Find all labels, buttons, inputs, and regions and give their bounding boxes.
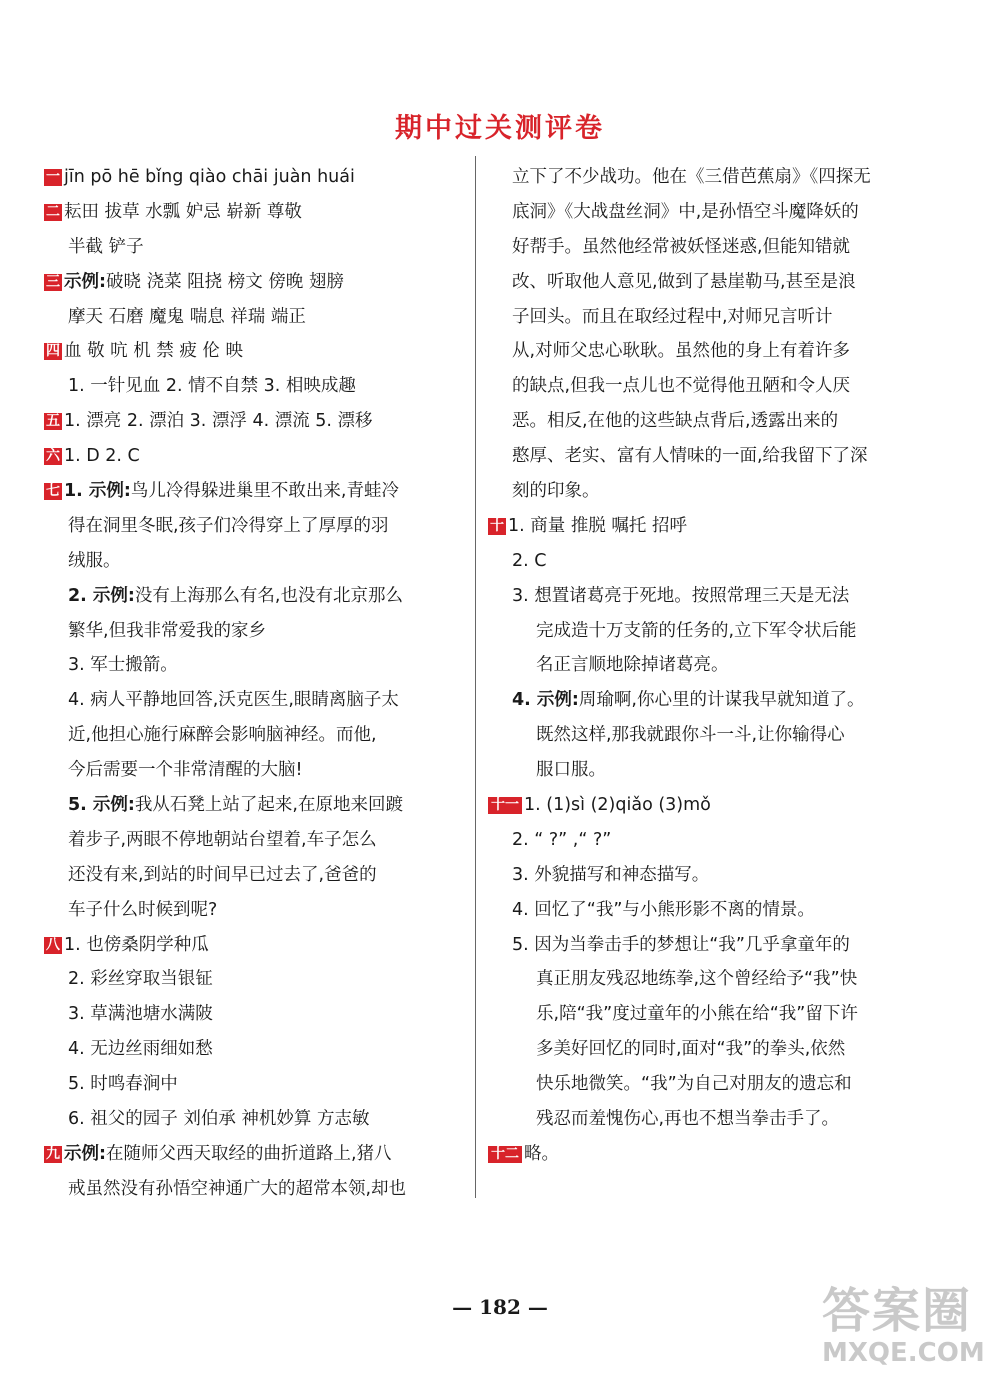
answer-text: 5. 时鸣春涧中 (68, 1074, 178, 1095)
answer-line (488, 1137, 918, 1172)
answer-text: 改、听取他人意见,做到了悬崖勒马,甚至是浪 (512, 271, 856, 292)
answer-text: 4. 回忆了“我”与小熊形影不离的情景。 (512, 899, 815, 920)
example-label: 5. 示例: (68, 795, 135, 816)
answer-line (488, 195, 918, 230)
example-label: 示例: (64, 1143, 106, 1164)
answer-line (44, 1102, 466, 1137)
answer-line (44, 160, 466, 195)
section-marker: 四 (46, 343, 60, 360)
answer-text: 破晓 浇菜 阻挠 榜文 傍晚 翅膀 (106, 271, 344, 292)
answer-text: 3. 外貌描写和神态描写。 (512, 864, 710, 885)
section-marker: 十一 (488, 797, 522, 814)
answer-line (488, 614, 918, 649)
answer-text: jīn pō hē bǐng qiào chāi juàn huái (64, 167, 355, 187)
answer-line (488, 823, 918, 858)
answer-text: 6. 祖父的园子 刘伯承 神机妙算 方志敏 (68, 1109, 370, 1130)
answer-line (488, 404, 918, 439)
answer-line (44, 718, 466, 753)
answer-line (44, 997, 466, 1032)
answer-line (44, 753, 466, 788)
answer-line (44, 404, 466, 439)
answer-text: 服口服。 (536, 760, 606, 781)
answer-text: 多美好回忆的同时,面对“我”的拳头,依然 (536, 1039, 846, 1060)
answer-text: 繁华,但我非常爱我的家乡 (68, 620, 267, 641)
answer-line (44, 1032, 466, 1067)
answer-text: 略。 (524, 1143, 559, 1164)
answer-line (44, 544, 466, 579)
answer-text: 1. 商量 推脱 嘱托 招呼 (508, 515, 687, 536)
answer-text: 1. (1)sì (2)qiǎo (3)mǒ (524, 795, 711, 816)
answer-text: 1. 一针见血 2. 情不自禁 3. 相映成趣 (68, 376, 356, 397)
answer-line (44, 509, 466, 544)
answer-text: 4. 无边丝雨细如愁 (68, 1039, 213, 1060)
answer-text: 血 敬 吭 机 禁 疲 伦 映 (64, 341, 243, 362)
answer-line (488, 544, 918, 579)
answer-text: 在随师父西天取经的曲折道路上,猪八 (106, 1143, 392, 1164)
answer-text: 3. 想置诸葛亮于死地。按照常理三天是无法 (512, 585, 850, 606)
answer-line (488, 160, 918, 195)
answer-line (488, 230, 918, 265)
answer-line (488, 474, 918, 509)
section-marker: 九 (46, 1145, 60, 1162)
answer-text: 3. 草满池塘水满陂 (68, 1004, 213, 1025)
answer-line (44, 474, 466, 509)
answer-text: 1. D 2. C (64, 446, 140, 467)
answer-text: 1. 漂亮 2. 漂泊 3. 漂浮 4. 漂流 5. 漂移 (64, 411, 373, 432)
answer-line (488, 753, 918, 788)
answer-text: 摩天 石磨 魔鬼 喘息 祥瑞 端正 (68, 306, 306, 327)
answer-line (44, 648, 466, 683)
answer-text: 2. “ ?” ,“ ?” (512, 829, 612, 850)
answer-line (44, 1172, 466, 1207)
answer-text: 2. 彩丝穿取当银钲 (68, 969, 213, 990)
answer-text: 近,他担心施行麻醉会影响脑神经。而他, (68, 725, 377, 746)
section-marker: 八 (46, 936, 60, 953)
section-marker: 五 (46, 413, 60, 430)
right-column (488, 160, 918, 1172)
answer-line (44, 1137, 466, 1172)
answer-line (488, 509, 918, 544)
answer-text: 3. 军士搬箭。 (68, 655, 178, 676)
page-title: 期中过关测评卷 (395, 113, 605, 144)
section-marker: 三 (46, 273, 60, 290)
answer-line (44, 334, 466, 369)
answer-text: 绒服。 (68, 550, 121, 571)
answer-line (44, 439, 466, 474)
answer-text: 憨厚、老实、富有人情味的一面,给我留下了深 (512, 446, 868, 467)
answer-line (488, 1102, 918, 1137)
answer-line (488, 579, 918, 614)
answer-line (488, 683, 918, 718)
answer-line (44, 858, 466, 893)
section-marker: 六 (46, 448, 60, 465)
answer-text: 刻的印象。 (512, 481, 600, 502)
answer-line (488, 962, 918, 997)
answer-line (488, 858, 918, 893)
answer-text: 从,对师父忠心耿耿。虽然他的身上有着许多 (512, 341, 851, 362)
answer-line (44, 265, 466, 300)
answer-line (44, 962, 466, 997)
answer-text: 周瑜啊,你心里的计谋我早就知道了。 (578, 690, 865, 711)
answer-text: 得在洞里冬眠,孩子们冷得穿上了厚厚的羽 (68, 515, 389, 536)
watermark-text-en: MXQE.COM (822, 1338, 985, 1368)
section-marker: 十 (490, 517, 504, 534)
example-label: 示例: (64, 271, 106, 292)
answer-line (44, 369, 466, 404)
answer-line (44, 300, 466, 335)
answer-line (488, 997, 918, 1032)
answer-text: 5. 因为当拳击手的梦想让“我”几乎拿童年的 (512, 934, 850, 955)
answer-line (44, 928, 466, 963)
answer-line (44, 683, 466, 718)
answer-text: 半截 铲子 (68, 236, 144, 257)
answer-line (44, 823, 466, 858)
answer-line (488, 1067, 918, 1102)
answer-text: 乐,陪“我”度过童年的小熊在给“我”留下许 (536, 1004, 858, 1025)
answer-text: 恶。相反,在他的这些缺点背后,透露出来的 (512, 411, 839, 432)
answer-line (44, 230, 466, 265)
answer-line (488, 648, 918, 683)
answer-text: 名正言顺地除掉诸葛亮。 (536, 655, 729, 676)
answer-line (44, 614, 466, 649)
watermark-text-cn: 答案圈 (822, 1283, 973, 1339)
answer-line (488, 893, 918, 928)
answer-text: 立下了不少战功。他在《三借芭蕉扇》《四探无 (512, 167, 871, 187)
example-label: 1. 示例: (64, 481, 131, 502)
answer-line (488, 928, 918, 963)
answer-line (44, 788, 466, 823)
answer-text: 1. 也傍桑阴学种瓜 (64, 934, 209, 955)
example-label: 2. 示例: (68, 585, 135, 606)
answer-line (44, 1067, 466, 1102)
answer-text: 快乐地微笑。“我”为自己对朋友的遗忘和 (536, 1074, 852, 1095)
answer-text: 鸟儿冷得躲进巢里不敢出来,青蛙冷 (130, 481, 399, 502)
answer-line (488, 334, 918, 369)
answer-text: 的缺点,但我一点儿也不觉得他丑陋和令人厌 (512, 376, 851, 397)
answer-text: 我从石凳上站了起来,在原地来回踱 (134, 795, 403, 816)
answer-text: 残忍而羞愧伤心,再也不想当拳击手了。 (536, 1109, 840, 1130)
answer-text: 好帮手。虽然他经常被妖怪迷惑,但能知错就 (512, 236, 851, 257)
answer-text: 着步子,两眼不停地朝站台望着,车子怎么 (68, 829, 377, 850)
answer-text: 2. C (512, 550, 547, 571)
answer-line (44, 893, 466, 928)
answer-text: 戒虽然没有孙悟空神通广大的超常本领,却也 (68, 1178, 407, 1199)
column-divider (475, 156, 476, 1198)
example-label: 4. 示例: (512, 690, 579, 711)
answer-text: 子回头。而且在取经过程中,对师兄言听计 (512, 306, 833, 327)
answer-text: 还没有来,到站的时间早已过去了,爸爸的 (68, 864, 377, 885)
left-column (44, 160, 466, 1207)
answer-line (488, 369, 918, 404)
answer-text: 耘田 拔草 水瓢 妒忌 崭新 尊敬 (64, 201, 302, 222)
answer-text: 真正朋友残忍地练拳,这个曾经给予“我”快 (536, 969, 858, 990)
answer-text: 4. 病人平静地回答,沃克医生,眼睛离脑子太 (68, 690, 399, 711)
answer-line (488, 439, 918, 474)
answer-text: 今后需要一个非常清醒的大脑! (68, 760, 303, 781)
section-marker: 七 (46, 483, 60, 500)
answer-text: 底洞》《大战盘丝洞》中,是孙悟空斗魔降妖的 (512, 201, 859, 222)
answer-line (44, 195, 466, 230)
section-marker: 十二 (488, 1146, 522, 1163)
watermark-logo (822, 1284, 992, 1376)
section-marker: 二 (46, 203, 60, 220)
answer-text: 既然这样,那我就跟你斗一斗,让你输得心 (536, 725, 845, 746)
answer-text: 车子什么时候到呢? (68, 899, 218, 920)
answer-line (44, 579, 466, 614)
answer-line (488, 1032, 918, 1067)
section-marker: 一 (46, 169, 60, 185)
answer-line (488, 718, 918, 753)
answer-line (488, 265, 918, 300)
answer-text: 没有上海那么有名,也没有北京那么 (134, 585, 403, 606)
answer-line (488, 788, 918, 823)
answer-line (488, 300, 918, 335)
page-number: — 182 — (452, 1295, 548, 1319)
answer-text: 完成造十万支箭的任务的,立下军令状后能 (536, 620, 857, 641)
